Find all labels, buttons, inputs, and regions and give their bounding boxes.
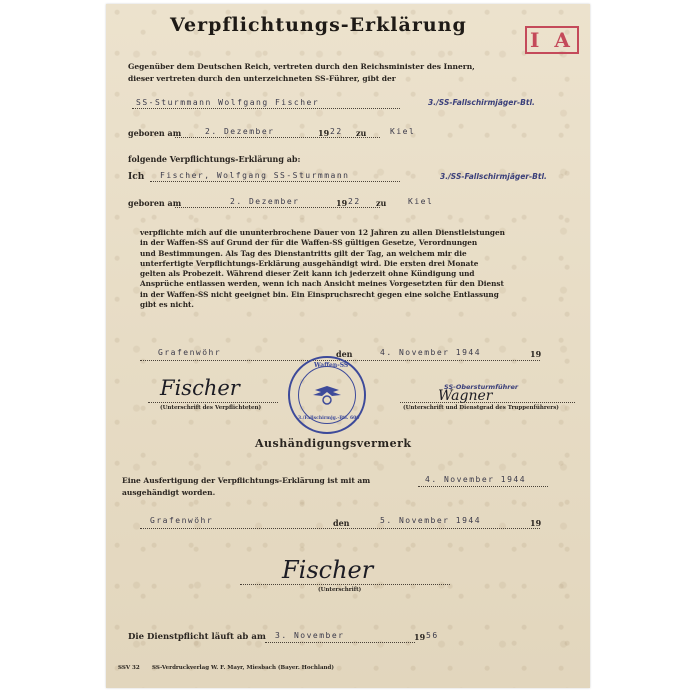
- officer-rank: SS-Obersturmführer: [444, 383, 519, 391]
- year-prefix-2: 19: [530, 518, 542, 528]
- stamp-inner-text: 3./Fallschirmjg.-Btl. 600: [298, 416, 360, 421]
- dotted-line: [150, 181, 400, 182]
- document-title: Verpflichtungs-Erklärung: [170, 14, 467, 36]
- stamp-outer-text: Waffen-SS: [314, 362, 349, 369]
- handover-date: 4. November 1944: [425, 475, 527, 484]
- paragraph-line: unterfertigte Verpflichtungs-Erklärung ausgehändigt wird. Die ersten drei Monate: [140, 258, 479, 268]
- paragraph-line: Ansprüche entlassen werden, wenn ich nach Ansicht meines Vorgesetzten für den Dienst: [140, 279, 504, 289]
- ich-birth-year-prefix: 19: [336, 198, 348, 208]
- duty-end-label: Die Dienstpflicht läuft ab am: [128, 632, 266, 642]
- place-2: Grafenwöhr: [150, 516, 214, 525]
- paragraph-line: und Bestimmungen. Als Tag des Dienstantritts gilt der Tag, an welchem mir die: [140, 248, 467, 258]
- official-stamp: [288, 356, 366, 434]
- birth-year: 22: [330, 127, 343, 136]
- ich-unit: 3./SS-Fallschirmjäger-Btl.: [440, 172, 547, 181]
- intro-line-1: Gegenüber dem Deutschen Reich, vertreten durch den Reichsminister des Innern,: [128, 62, 475, 71]
- person-unit: 3./SS-Fallschirmjäger-Btl.: [428, 98, 535, 107]
- den-label-2: den: [333, 518, 350, 528]
- intro-line-2: dieser vertreten durch den unterzeichneten SS-Führer, gibt der: [128, 74, 396, 83]
- dotted-line: [265, 642, 415, 643]
- paragraph-line: in der Waffen-SS auf Grund der für die Waffen-SS gültigen Gesetze, Verordnungen: [140, 238, 478, 248]
- dotted-line: [418, 486, 548, 487]
- signature-officer: Wagner: [438, 388, 493, 404]
- caption-soldier-signature: (Unterschrift des Verpflichteten): [160, 405, 262, 411]
- paragraph-line: in der Waffen-SS nicht geeignet bin. Ein Einspruchsrecht gegen eine solche Entlassung: [140, 289, 499, 299]
- born-label: geboren am: [128, 128, 182, 138]
- paragraph-line: verpflichte mich auf die ununterbrochene Dauer von 12 Jahren zu allen Dienstleistungen: [140, 228, 505, 237]
- caption-officer-signature: (Unterschrift und Dienstgrad des Truppenführers): [403, 405, 559, 411]
- ich-born-label: geboren am: [128, 198, 182, 208]
- duty-end-date: 3. November: [275, 631, 345, 640]
- duty-end-year: 56: [426, 631, 439, 640]
- publisher-line: SS-Verdruckverlag W. F. Mayr, Miesbach (Bayer. Hochland): [152, 665, 334, 671]
- handover-section-title: Aushändigungsvermerk: [255, 437, 412, 450]
- ich-label: Ich: [128, 172, 145, 182]
- birth-year-prefix: 19: [318, 128, 330, 138]
- duty-end-year-prefix: 19: [414, 632, 426, 642]
- den-label-1: den: [336, 349, 353, 359]
- signature-receipt: Fischer: [282, 556, 374, 584]
- date-1: 4. November 1944: [380, 348, 482, 357]
- ich-in-label: zu: [376, 198, 387, 208]
- corner-mark: I A: [525, 26, 579, 54]
- ich-birth-year: 22: [348, 197, 361, 206]
- dotted-line: [400, 402, 575, 403]
- birth-day: 2. Dezember: [205, 127, 275, 136]
- paragraph-line: gelten als Probezeit. Während dieser Zeit kann ich jederzeit ohne Kündigung und: [140, 269, 475, 279]
- ich-birth-place: Kiel: [408, 197, 434, 206]
- signature-soldier: Fischer: [160, 376, 240, 400]
- date-2: 5. November 1944: [380, 516, 482, 525]
- person-rank-name: SS-Sturmmann Wolfgang Fischer: [136, 98, 320, 107]
- dotted-line: [175, 207, 380, 208]
- dotted-line: [140, 528, 540, 529]
- obligation-paragraph: [140, 228, 570, 310]
- dotted-line: [148, 402, 278, 403]
- ich-name: Fischer, Wolfgang SS-Sturmmann: [160, 171, 350, 180]
- dotted-line: [175, 137, 380, 138]
- form-code: SSV 32: [118, 665, 140, 671]
- dotted-line: [240, 584, 450, 585]
- caption-receipt-signature: (Unterschrift): [318, 587, 362, 593]
- paragraph-line: gibt es nicht.: [140, 300, 194, 310]
- place-1: Grafenwöhr: [158, 348, 222, 357]
- in-label: zu: [356, 128, 367, 138]
- ich-birth-day: 2. Dezember: [230, 197, 300, 206]
- dotted-line: [132, 108, 400, 109]
- handover-line-2: ausgehändigt worden.: [122, 488, 216, 497]
- year-prefix-1: 19: [530, 349, 542, 359]
- birth-place: Kiel: [390, 127, 416, 136]
- handover-line-1: Eine Ausfertigung der Verpflichtungs-Erklärung ist mit am: [122, 476, 371, 485]
- declaration-label: folgende Verpflichtungs-Erklärung ab:: [128, 154, 301, 164]
